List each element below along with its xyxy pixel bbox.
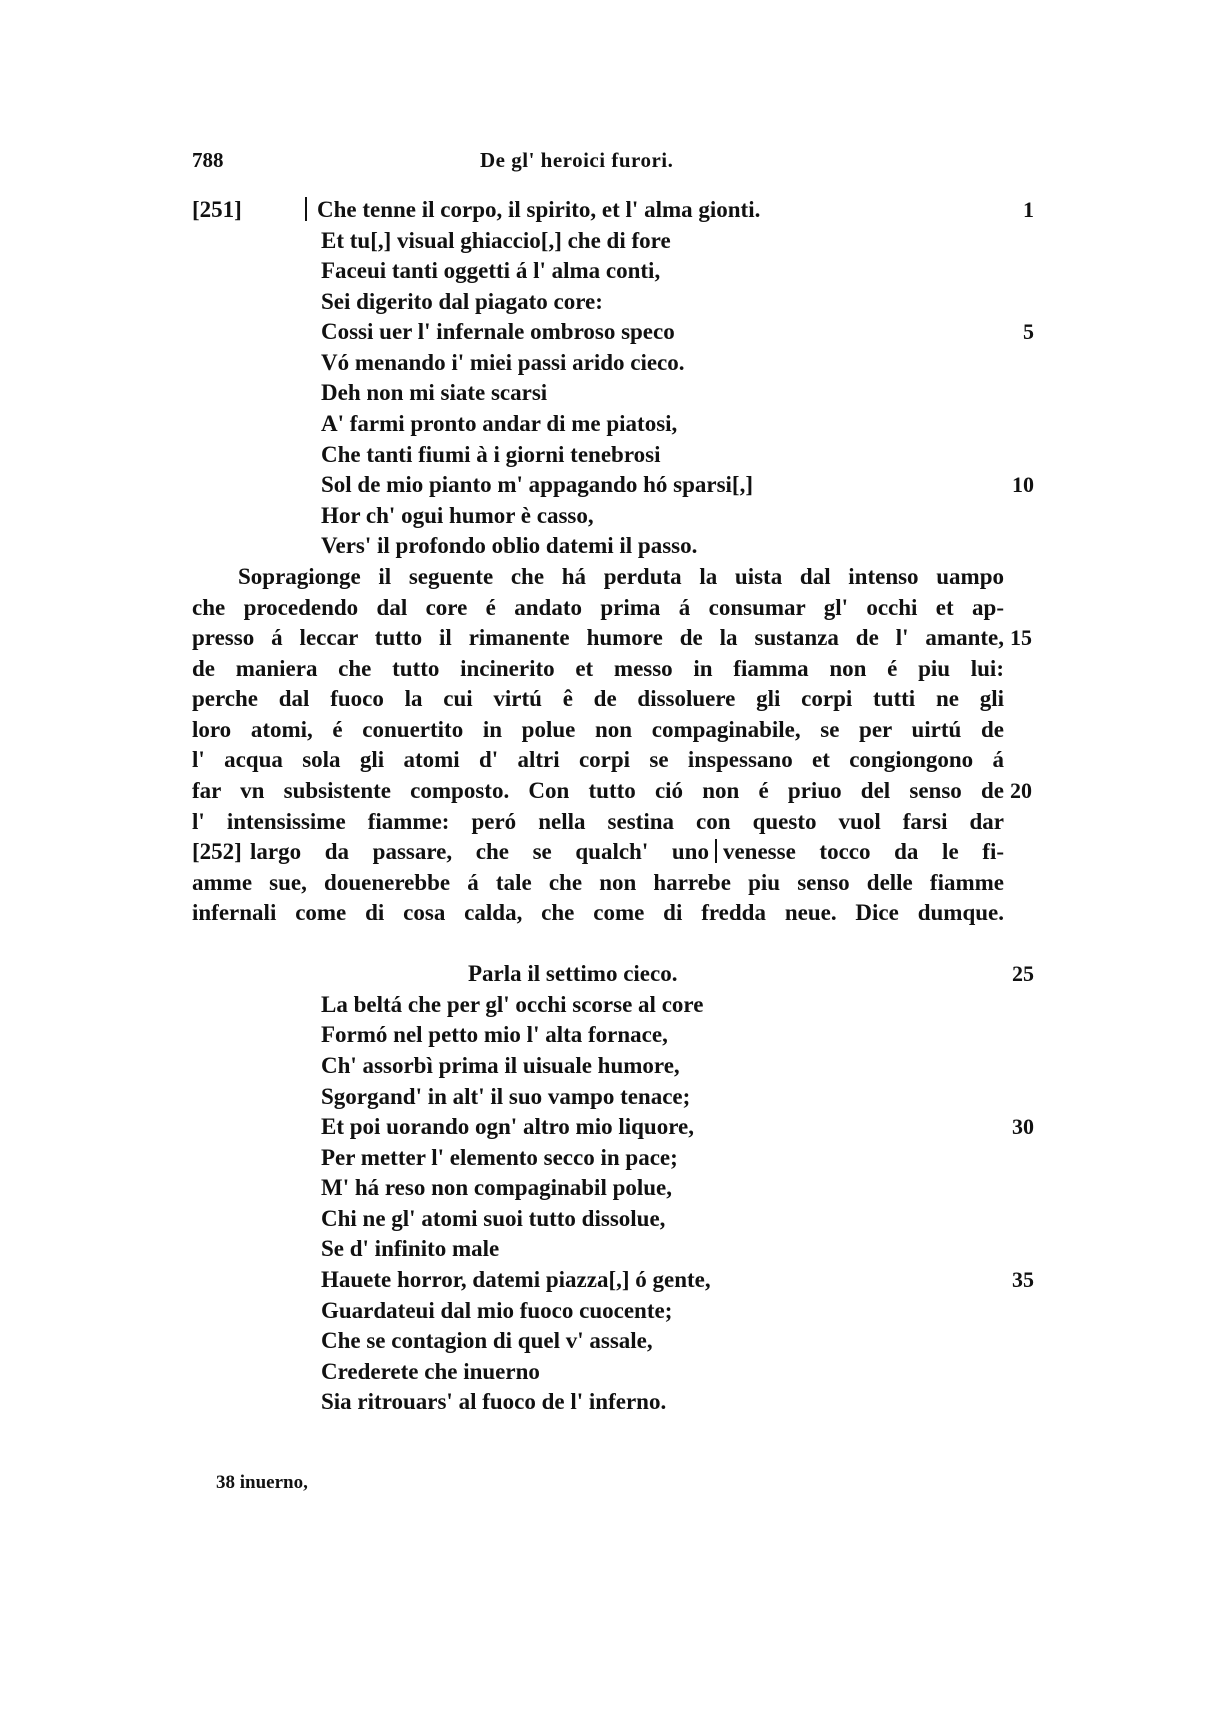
verse-line: Et poi uorando ogn' altro mio liquore, (321, 1114, 694, 1139)
verse-line: Per metter l' elemento secco in pace; (321, 1145, 678, 1170)
verse-line: Vers' il profondo oblio datemi il passo. (321, 533, 698, 558)
verse-line: Formó nel petto mio l' alta fornace, (321, 1022, 668, 1047)
verse-line: Hor ch' ogui humor è casso, (321, 503, 594, 528)
verse-line: Vó menando i' miei passi arido cieco. (321, 350, 685, 375)
verse-line: Sgorgand' in alt' il suo vampo tenace; (321, 1084, 691, 1109)
verse-line: Se d' infinito male (321, 1236, 500, 1261)
section-marker-251: [251] (192, 197, 242, 222)
verse-line: Sia ritrouars' al fuoco de l' inferno. (321, 1389, 667, 1414)
footnote: 38 inuerno, (216, 1472, 308, 1493)
page-break-bar (715, 839, 717, 863)
verse-line: Cossi uer l' infernale ombroso speco (321, 319, 675, 344)
running-title: De gl' heroici furori. (480, 148, 674, 172)
line-number: 1 (1023, 197, 1034, 222)
verse-line: La beltá che per gl' occhi scorse al core (321, 992, 704, 1017)
prose-line: che procedendo dal core é andato prima á consumar gl' occhi et ap- (192, 595, 1004, 620)
prose-line: infernali come di cosa calda, che come di fredda neue. Dice dumque. (192, 900, 1004, 925)
verse-line: Che tanti fiumi à i giorni tenebrosi (321, 442, 661, 467)
prose-line: perche dal fuoco la cui virtú ê de dissoluere gli corpi tutti ne gli (192, 686, 1004, 711)
verse-line: Faceui tanti oggetti á l' alma conti, (321, 258, 661, 283)
prose-line: l' intensissime fiamme: peró nella sestina con questo vuol farsi dar (192, 809, 1004, 834)
line-number: 20 (1010, 778, 1032, 803)
verse-line: Crederete che inuerno (321, 1359, 540, 1384)
verse-line: Et tu[,] visual ghiaccio[,] che di fore (321, 228, 671, 253)
verse-line: Sei digerito dal piagato core: (321, 289, 603, 314)
line-number: 25 (1012, 961, 1034, 986)
verse-line: Sol de mio pianto m' appagando hó sparsi[,] (321, 472, 753, 497)
verse-line: Guardateui dal mio fuoco cuocente; (321, 1298, 673, 1323)
prose-line: far vn subsistente composto. Con tutto ció non é priuo del senso de (192, 778, 1004, 803)
verse-line: Hauete horror, datemi piazza[,] ó gente, (321, 1267, 711, 1292)
line-number: 30 (1012, 1114, 1034, 1139)
verse-line: Ch' assorbì prima il uisuale humore, (321, 1053, 680, 1078)
line-number: 35 (1012, 1267, 1034, 1292)
verse-line: A' farmi pronto andar di me piatosi, (321, 411, 678, 436)
prose-line: loro atomi, é conuertito in polue non compaginabile, se per uirtú de (192, 717, 1004, 742)
line-number: 10 (1012, 472, 1034, 497)
prose-line: de maniera che tutto incinerito et messo in fiamma non é piu lui: (192, 656, 1004, 681)
prose-line: amme sue, douenerebbe á tale che non harrebe piu senso delle fiamme (192, 870, 1004, 895)
verse-line: M' há reso non compaginabil polue, (321, 1175, 673, 1200)
line-number: 5 (1023, 319, 1034, 344)
page-header (0, 148, 1228, 178)
prose-line: largo da passare, che se qualch' uno venesse tocco da le fi- (250, 839, 1004, 864)
prose-line: Sopragionge il seguente che há perduta la uista dal intenso uampo (238, 564, 1004, 589)
prose-line: presso á leccar tutto il rimanente humore de la sustanza de l' amante, (192, 625, 1004, 650)
verse-line: Che se contagion di quel v' assale, (321, 1328, 653, 1353)
verse-line: Chi ne gl' atomi suoi tutto dissolue, (321, 1206, 666, 1231)
page-number: 788 (192, 148, 224, 172)
verse-line: Che tenne il corpo, il spirito, et l' alma gionti. (321, 195, 760, 225)
line-number: 15 (1010, 625, 1032, 650)
verse-line: Deh non mi siate scarsi (321, 380, 548, 405)
page-break-bar (305, 197, 307, 221)
prose-line: l' acqua sola gli atomi d' altri corpi se inspessano et congiongono á (192, 747, 1004, 772)
section-marker-252: [252] (192, 839, 242, 864)
verse-heading: Parla il settimo cieco. (468, 961, 678, 986)
